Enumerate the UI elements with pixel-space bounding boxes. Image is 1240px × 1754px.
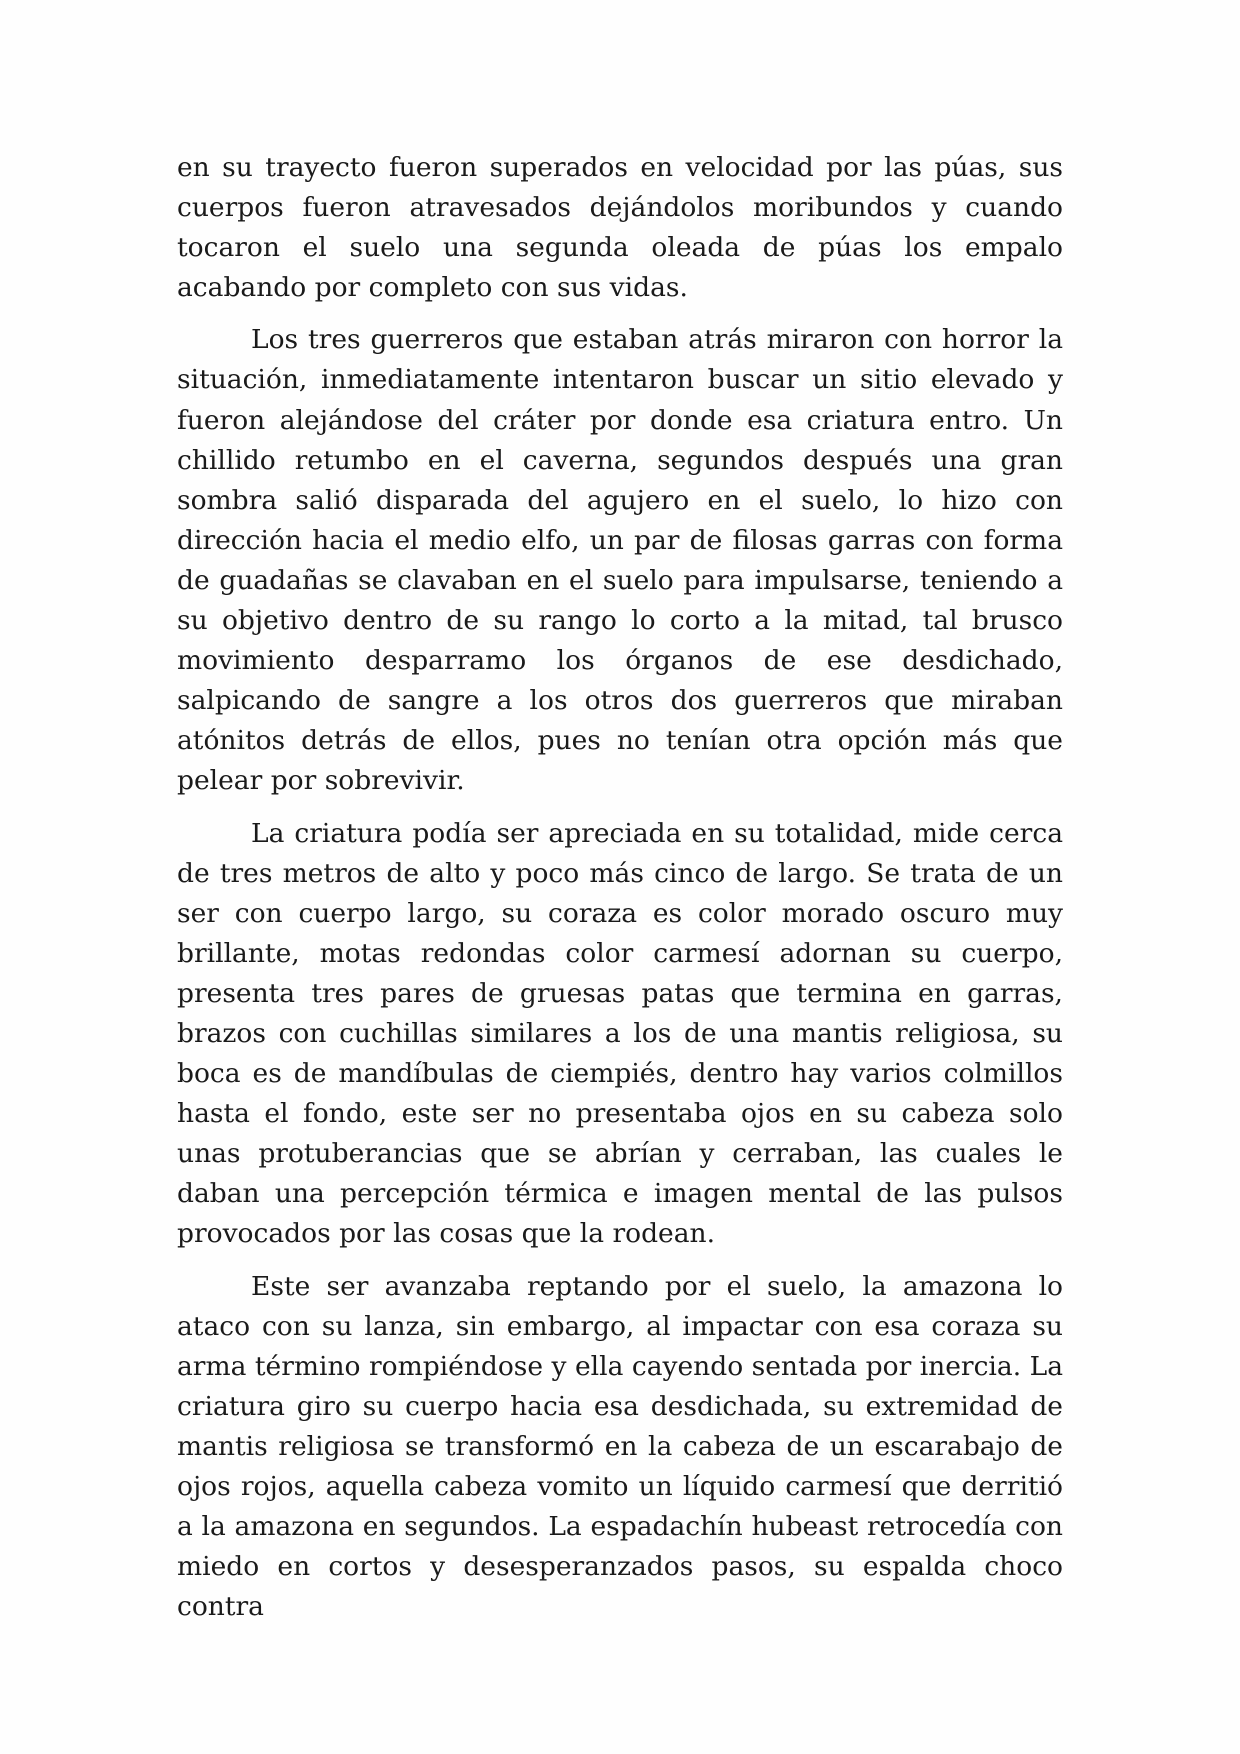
paragraph-1: en su trayecto fueron superados en velocidad por las púas, sus cuerpos fueron atravesados dejándolos moribundos y cuando tocaron el suelo una segunda oleada de púas los empalo acabando por completo con sus vidas. <box>177 152 1063 304</box>
body-text <box>177 148 1063 1639</box>
paragraph-2: Los tres guerreros que estaban atrás miraron con horror la situación, inmediatamente intentaron buscar un sitio elevado y fueron alejándose del cráter por donde esa criatura entro. Un chillido retumbo en el caverna, segundos después una gran sombra salió disparada del agujero en el suelo, lo hizo con dirección hacia el medio elfo, un par de filosas garras con forma de guadañas se clavaban en el suelo para impulsarse, teniendo a su objetivo dentro de su rango lo corto a la mitad, tal brusco movimiento desparramo los órganos de ese desdichado, salpicando de sangre a los otros dos guerreros que miraban atónitos detrás de ellos, pues no tenían otra opción más que pelear por sobrevivir. <box>177 324 1063 797</box>
paragraph-4: Este ser avanzaba reptando por el suelo, la amazona lo ataco con su lanza, sin embargo, al impactar con esa coraza su arma término rompiéndose y ella cayendo sentada por inercia. La criatura giro su cuerpo hacia esa desdichada, su extremidad de mantis religiosa se transformó en la cabeza de un escarabajo de ojos rojos, aquella cabeza vomito un líquido carmesí que derritió a la amazona en segundos. La espadachín hubeast retrocedía con miedo en cortos y desesperanzados pasos, su espalda choco contra <box>177 1270 1063 1623</box>
paragraph-3: La criatura podía ser apreciada en su totalidad, mide cerca de tres metros de alto y poco más cinco de largo. Se trata de un ser con cuerpo largo, su coraza es color morado oscuro muy brillante, motas redondas color carmesí adornan su cuerpo, presenta tres pares de gruesas patas que termina en garras, brazos con cuchillas similares a los de una mantis religiosa, su boca es de mandíbulas de ciempiés, dentro hay varios colmillos hasta el fondo, este ser no presentaba ojos en su cabeza solo unas protuberancias que se abrían y cerraban, las cuales le daban una percepción térmica e imagen mental de las pulsos provocados por las cosas que la rodean. <box>177 817 1063 1250</box>
